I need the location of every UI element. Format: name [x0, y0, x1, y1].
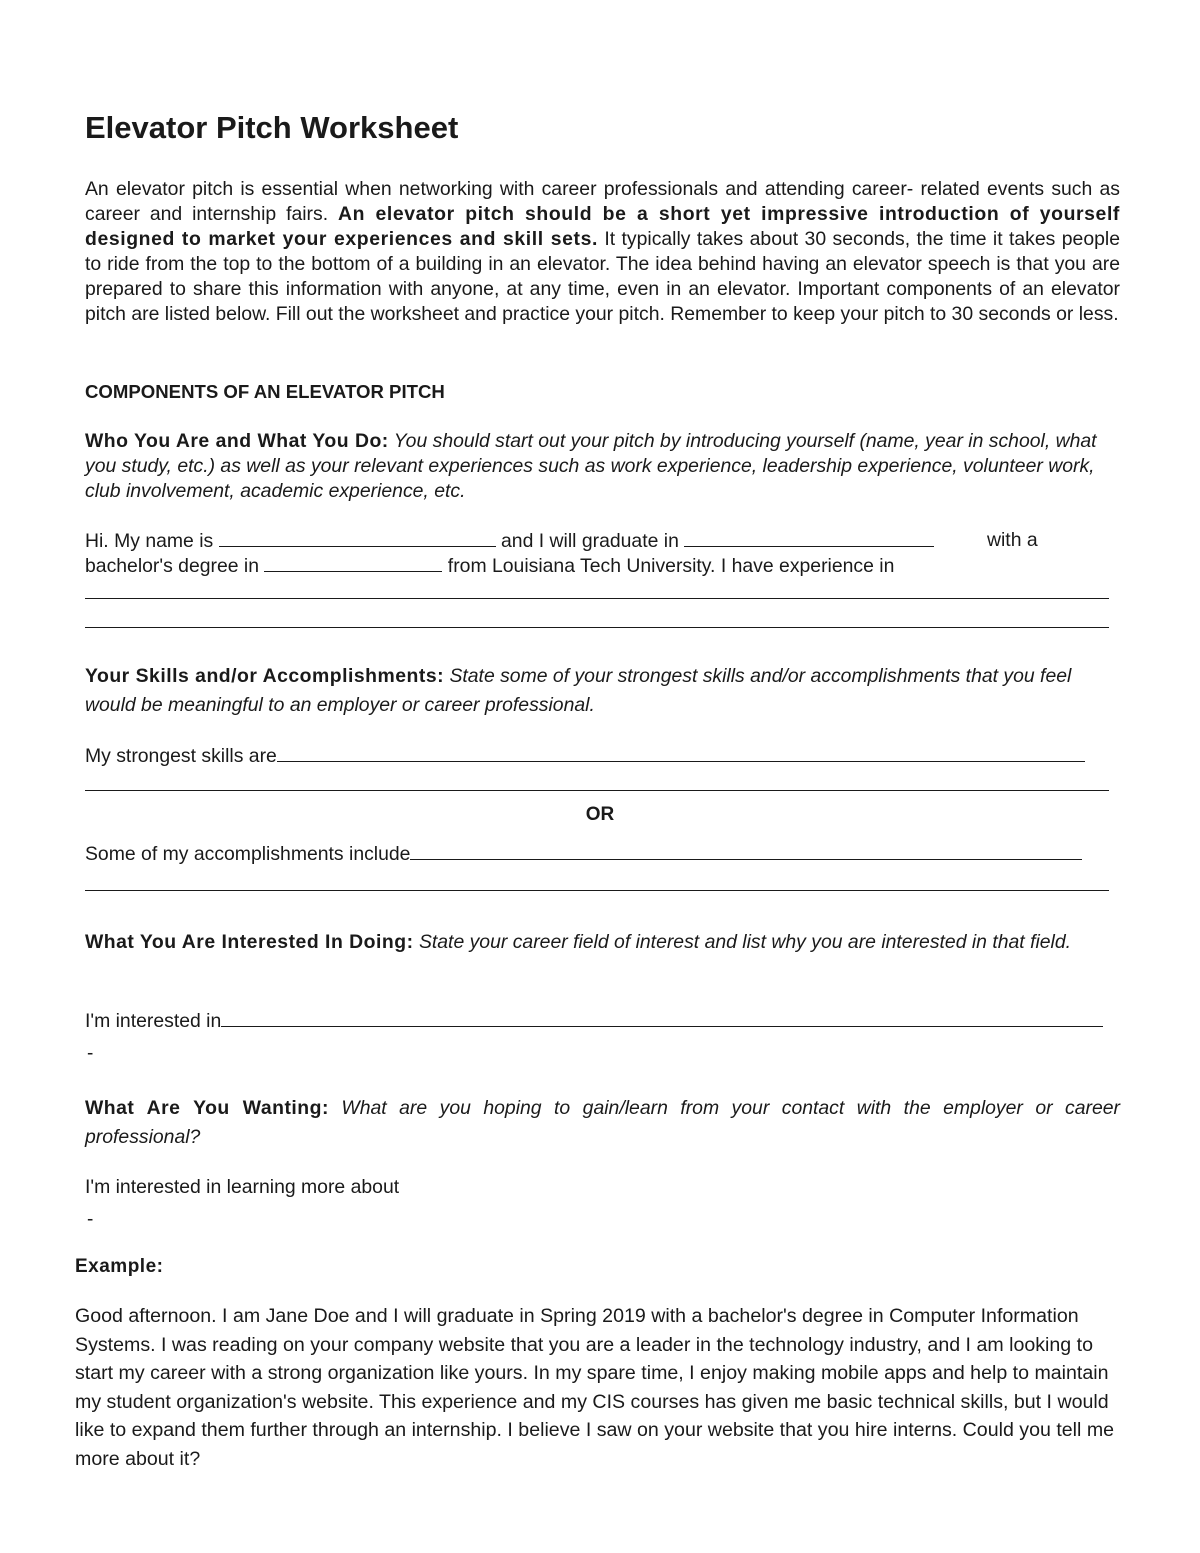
fill-text-name-prefix: Hi. My name is [85, 530, 219, 552]
accomplishments-line-2[interactable] [85, 890, 1109, 891]
accomplishments-fill-line [85, 841, 1082, 867]
experience-line-2[interactable] [85, 627, 1109, 628]
graduation-blank[interactable] [684, 528, 934, 547]
intro-paragraph [85, 177, 1120, 327]
section-wanting-label: What Are You Wanting: [85, 1097, 329, 1119]
section-who-you-are-label: Who You Are and What You Do: [85, 430, 389, 452]
skills-line-2[interactable] [85, 790, 1109, 791]
experience-line-1[interactable] [85, 598, 1109, 599]
intro-text-2: It typically takes about 30 seconds, the time it takes people to ride from the top to the bottom of a building in an elevator. The idea behind having an elevator speech is that you are prepared to share this information with anyone, at any time, even in an elevator. Important components of an elevator pitch are listed below. Fill out the worksheet and practice your pitch. Remember to keep your pitch to 30 seconds or less. [85, 228, 1120, 325]
example-text: Good afternoon. I am Jane Doe and I will graduate in Spring 2019 with a bachelor's degree in Computer Information Systems. I was reading on your company website that you are a leader in the technology industry, and I am looking to start my career with a strong organization like yours. In my spare time, I enjoy making mobile apps and help to maintain my student organization's website. This experience and my CIS courses has given me basic technical skills, but I would like to expand them further through an internship. I believe I saw on your website that you hire interns. Could you tell me more about it? [75, 1305, 1115, 1470]
learning-continuation-dash: - [87, 1209, 94, 1230]
degree-blank[interactable] [264, 553, 442, 572]
learning-fill-line [85, 1175, 399, 1200]
interest-continuation-dash: - [87, 1043, 94, 1064]
fill-text-university: from Louisiana Tech University. I have experience in [442, 555, 895, 577]
section-interested-in-label: What You Are Interested In Doing: [85, 931, 414, 953]
section-who-you-are-description: You should start out your pitch by introducing yourself (name, year in school, what you study, etc.) as well as your relevant experiences such as work experience, leadership experience, volunteer work, club involvement, academic experience, etc. [85, 430, 1097, 502]
interest-blank[interactable] [221, 1008, 1103, 1027]
accomplishments-blank[interactable] [410, 841, 1082, 860]
intro-bold-text: An elevator pitch should be a short yet impressive introduction of yourself designed to market your experiences and skill sets. [85, 203, 1120, 250]
skills-blank[interactable] [277, 743, 1085, 762]
intro-fill-line-1 [85, 528, 934, 554]
example-label: Example: [75, 1256, 164, 1277]
section-interested-in [85, 928, 1120, 957]
section-interested-in-description: State your career field of interest and list why you are interested in that field. [413, 931, 1072, 953]
or-divider: OR [585, 804, 615, 825]
interest-fill-line [85, 1008, 1103, 1034]
section-skills-description: State some of your strongest skills and/or accomplishments that you feel would be meaningful to an employer or career professional. [85, 665, 1072, 716]
section-wanting [85, 1094, 1120, 1152]
intro-fill-with-a [987, 528, 1038, 553]
intro-text-1: An elevator pitch is essential when networking with career professionals and attending career- related events such as career and internship fairs. [85, 178, 1120, 225]
section-wanting-description: What are you hoping to gain/learn from your contact with the employer or career professional? [85, 1097, 1120, 1148]
components-heading: COMPONENTS OF AN ELEVATOR PITCH [85, 381, 445, 402]
section-who-you-are [85, 429, 1120, 504]
interest-prompt: I'm interested in [85, 1010, 222, 1032]
fill-text-degree-prefix: bachelor's degree in [85, 555, 265, 577]
fill-text-with-a: with a [987, 529, 1038, 551]
learning-prompt: I'm interested in learning more about [85, 1176, 400, 1198]
name-blank[interactable] [219, 528, 496, 547]
intro-fill-line-2 [85, 553, 894, 579]
skills-fill-line [85, 743, 1085, 769]
fill-text-graduate: and I will graduate in [495, 530, 685, 552]
page-title: Elevator Pitch Worksheet [85, 110, 459, 145]
skills-prompt: My strongest skills are [85, 745, 277, 767]
accomplishments-prompt: Some of my accomplishments include [85, 843, 411, 865]
section-skills [85, 662, 1120, 720]
section-skills-label: Your Skills and/or Accomplishments: [85, 665, 445, 687]
